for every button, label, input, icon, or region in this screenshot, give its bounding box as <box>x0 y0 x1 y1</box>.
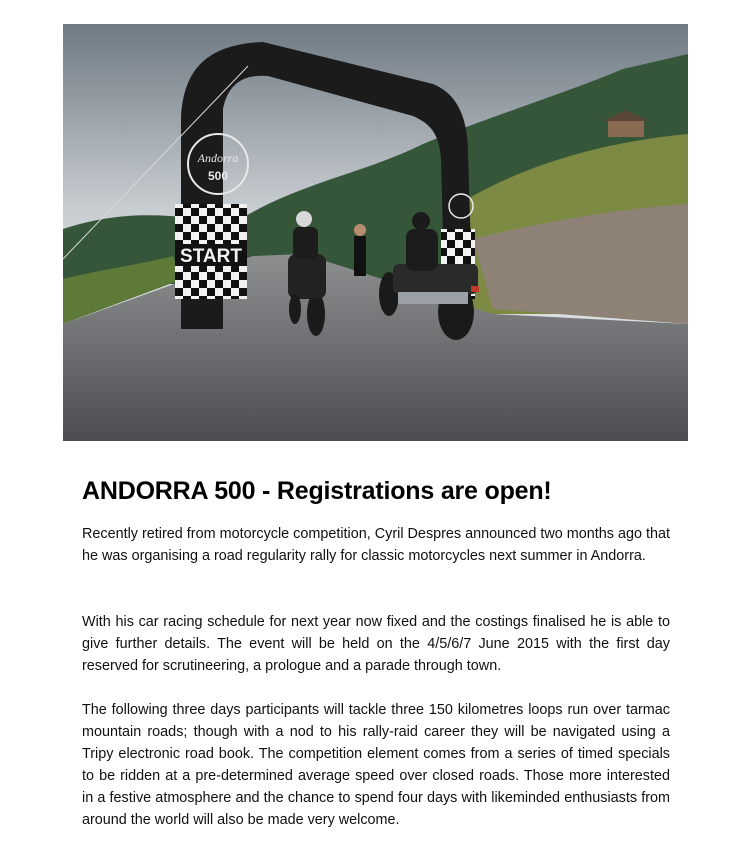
logo-text: Andorra <box>197 151 239 165</box>
article-paragraph: The following three days participants will tackle three 150 kilometres loops run over tarmac mountain roads; though with a nod to his rally-raid career they will be navigated using a Tripy electronic road book. The competition element comes from a series of timed specials to be ridden at a pre-determined average speed over closed roads. Those more interested in a festive atmosphere and the chance to spend four days with likeminded enthusiasts from around the world will also be made very welcome. <box>82 702 670 828</box>
marshal-head <box>354 224 366 236</box>
start-arch-photo <box>63 24 688 441</box>
arch-start-text: START <box>180 246 242 267</box>
logo-number: 500 <box>207 169 229 183</box>
marshal-person <box>354 236 366 276</box>
article-paragraph: Recently retired from motorcycle competition, Cyril Despres announced two months ago that he was organising a road regularity rally for classic motorcycles next summer in Andorra. <box>82 526 670 564</box>
house <box>608 119 644 137</box>
article-paragraph: With his car racing schedule for next year now fixed and the costings finalised he is able to give further details. The event will be held on the 4/5/6/7 June 2015 with the first day reserved for scrutineering, a prologue and a parade through town. <box>82 614 670 674</box>
hero-photo <box>63 24 688 441</box>
article-title: ANDORRA 500 - Registrations are open! <box>82 477 552 505</box>
